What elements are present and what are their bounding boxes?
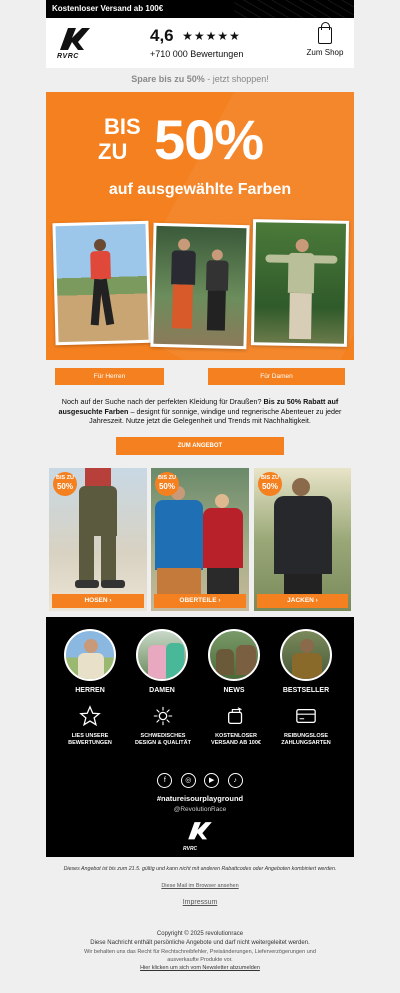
credit-card-icon <box>271 705 341 727</box>
footer-logo-wordmark: RVRC <box>183 846 198 852</box>
jacken-button[interactable]: JACKEN › <box>257 594 348 608</box>
category-news[interactable] <box>206 629 262 694</box>
usp-reviews[interactable] <box>55 705 125 747</box>
rating-summary[interactable] <box>150 26 260 59</box>
view-in-browser-link[interactable]: Diese Mail im Browser ansehen <box>161 883 239 889</box>
shipping-banner <box>46 0 354 18</box>
usp-shipping[interactable] <box>201 705 271 747</box>
legal-note-line2: ausverkaufte Produkte vor. <box>167 957 233 963</box>
zum-angebot-button[interactable]: ZUM ANGEBOT <box>116 437 284 455</box>
legal-note-line1: Wir behalten uns das Recht für Rechtschreibfehler, Preisänderungen, Lieferverzögerungen und <box>84 949 316 955</box>
badge-pct: 50% <box>158 482 175 491</box>
copyright: Copyright © 2025 revolutionrace <box>156 931 244 937</box>
usp-line2: VERSAND AB 100€ <box>211 740 261 746</box>
usp-line1: LIES UNSERE <box>71 733 109 739</box>
hero-heading-small <box>98 114 141 164</box>
sun-wind-icon <box>128 705 198 727</box>
discount-badge <box>155 472 179 496</box>
usp-line1: SCHWEDISCHES <box>140 733 186 739</box>
promo-copy-bold: Bis zu 50% Rabatt auf ausgesuchte Farben <box>58 397 339 416</box>
usp-line1: KOSTENLOSER <box>215 733 257 739</box>
facebook-icon[interactable]: f <box>157 773 172 788</box>
hero-line2: ZU <box>98 139 128 164</box>
promo-copy-intro: Noch auf der Suche nach der perfekten Kleidung für Draußen? <box>61 397 264 406</box>
hero-photo-couple <box>150 223 249 349</box>
usp-payment[interactable] <box>271 705 341 747</box>
personal-offer-note: Diese Nachricht enthält persönliche Angebote und darf nicht weitergeleitet werden. <box>90 940 310 946</box>
shop-label: Zum Shop <box>306 48 344 57</box>
badge-top: BIS ZU <box>157 475 177 481</box>
product-card-jacken[interactable] <box>254 468 351 611</box>
category-label: NEWS <box>223 687 245 694</box>
usp-line1: REIBUNGSLOSE <box>283 733 328 739</box>
usp-line2: ZAHLUNGSARTEN <box>281 740 331 746</box>
product-card-hosen[interactable] <box>49 468 147 611</box>
impressum-link[interactable]: Impressum <box>182 899 218 906</box>
social-handle[interactable]: @RevolutionRace <box>173 806 227 813</box>
youtube-icon[interactable]: ▶ <box>204 773 219 788</box>
hero-photo-man <box>251 219 349 347</box>
usp-line2: BEWERTUNGEN <box>68 740 112 746</box>
hero-line1: BIS <box>104 114 141 139</box>
category-label: HERREN <box>75 687 105 694</box>
promo-copy-rest: – designt für sonnige, windige und regnerische Abenteuer zu jeder Jahreszeit. Nutze jetzt die Gelegenheit und Trends mit Nachhaltigkeit. <box>89 406 342 425</box>
promo-copy <box>56 397 344 426</box>
usp-line2: DESIGN & QUALITÄT <box>135 740 191 746</box>
discount-badge <box>258 472 282 496</box>
discount-badge <box>53 472 77 496</box>
stars-icon: ★★★★★ <box>182 29 241 43</box>
review-count: +710 000 Bewertungen <box>150 49 244 59</box>
badge-pct: 50% <box>261 482 278 491</box>
category-label: BESTSELLER <box>282 687 330 694</box>
hero-subtitle: auf ausgewählte Farben <box>108 181 292 198</box>
offer-disclaimer: Dieses Angebot ist bis zum 21.5. gültig und kann nicht mit anderen Rabattcodes oder Angeboten kombiniert werden. <box>63 866 337 872</box>
rvrc-logo[interactable] <box>54 24 96 64</box>
promo-tagline-bold: Spare bis zu 50% <box>131 74 205 84</box>
social-links <box>46 769 354 788</box>
herren-button[interactable]: Für Herren <box>55 368 164 385</box>
category-bestseller[interactable] <box>278 629 334 694</box>
hero-banner[interactable] <box>46 92 354 360</box>
tiktok-icon[interactable]: ♪ <box>228 773 243 788</box>
unsubscribe-link[interactable]: Hier klicken um sich vom Newsletter abzumelden <box>140 965 260 971</box>
instagram-icon[interactable]: ◎ <box>181 773 196 788</box>
shopping-bag-icon <box>318 27 332 44</box>
rating-score: 4,6 <box>150 26 174 45</box>
promo-tagline-rest: - jetzt shoppen! <box>204 74 269 84</box>
star-outline-icon <box>55 705 125 727</box>
email-header <box>46 18 354 68</box>
usp-design[interactable] <box>128 705 198 747</box>
shop-link[interactable] <box>306 27 344 57</box>
hero-percentage: 50% <box>154 108 264 171</box>
logo-wordmark: RVRC <box>57 53 79 60</box>
shipping-package-icon <box>201 705 271 727</box>
oberteile-button[interactable]: OBERTEILE › <box>154 594 246 608</box>
hero-photo-woman <box>52 221 151 345</box>
category-damen[interactable] <box>134 629 190 694</box>
product-card-oberteile[interactable] <box>151 468 249 611</box>
category-label: DAMEN <box>149 687 175 694</box>
footer-logo[interactable] <box>180 819 220 852</box>
badge-pct: 50% <box>56 482 73 491</box>
category-herren[interactable] <box>62 629 118 694</box>
hosen-button[interactable]: HOSEN › <box>52 594 144 608</box>
damen-button[interactable]: Für Damen <box>208 368 345 385</box>
badge-top: BIS ZU <box>260 475 280 481</box>
badge-top: BIS ZU <box>55 475 75 481</box>
hashtag[interactable]: #natureisourplayground <box>156 794 244 803</box>
shipping-banner-text: Kostenloser Versand ab 100€ <box>52 4 164 13</box>
promo-tagline[interactable] <box>46 74 354 84</box>
footer <box>46 617 354 857</box>
